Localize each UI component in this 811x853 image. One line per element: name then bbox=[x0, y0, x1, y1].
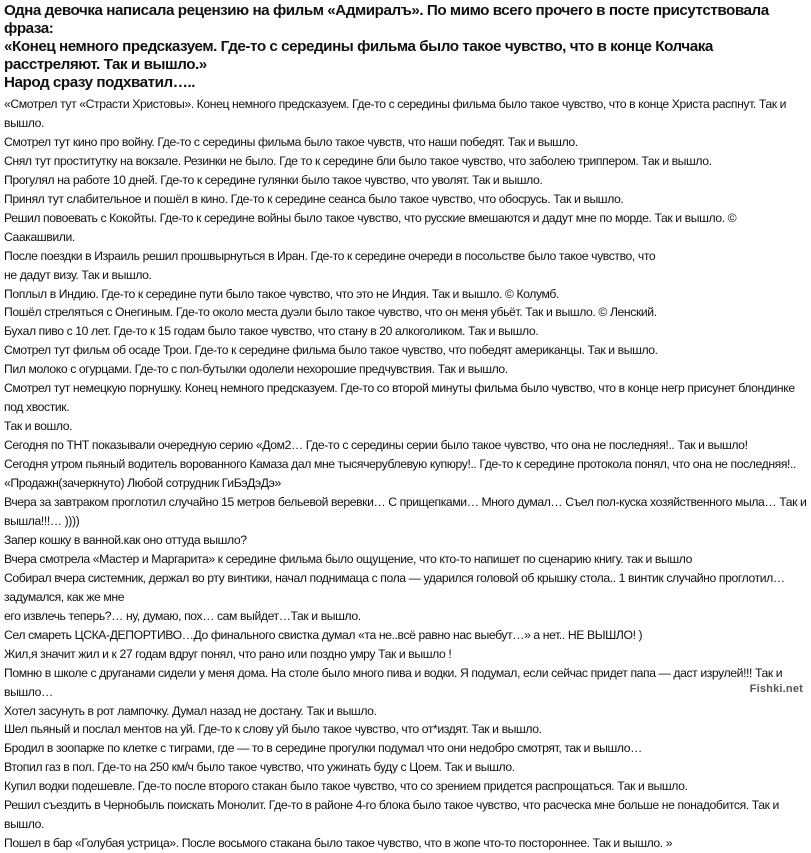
joke-line: его извлечь теперь?… ну, думаю, пох… сам выйдет…Так и вышло. bbox=[4, 608, 361, 623]
joke-line: Прогулял на работе 10 дней. Где-то к середине гулянки было такое чувство, что уволят. Так и вышло. bbox=[4, 172, 543, 187]
joke-line: Собирал вчера системник, держал во рту винтики, начал поднимаца с пола — ударился головой об крышку стола.. 1 винтик случайно проглотил… задумался, как же мне bbox=[4, 570, 785, 604]
intro-heading bbox=[4, 2, 807, 92]
joke-line: После поездки в Израиль решил прошвырнуться в Иран. Где-то к середине очереди в посольстве было такое чувство, что bbox=[4, 248, 656, 263]
joke-line: Так и вошло. bbox=[4, 419, 73, 434]
joke-line: Вчера за завтраком проглотил случайно 15 метров бельевой веревки… С прищепками… Много думал… Съел пол-куска хозяйственного мыла… Так и вышла!!!… )))) bbox=[4, 495, 807, 528]
joke-line: Пил молоко с огурцами. Где-то с пол-бутылки одолели нехорошие предчувствия. Так и вышло. bbox=[4, 362, 508, 377]
joke-line: Решил съездить в Чернобыль поискать Монолит. Где-то в районе 4-го блока было такое чувство, что расческа мне больше не понадобится. Так и вышло. bbox=[4, 798, 779, 832]
joke-line: Смотрел тут фильм об осаде Трои. Где-то к середине фильма было такое чувство, что победят американцы. Так и вышло. bbox=[4, 343, 658, 358]
joke-line: Поплыл в Индию. Где-то к середине пути было такое чувство, что это не Индия. Так и вышло. © Колумб. bbox=[4, 286, 559, 301]
joke-line: Снял тут проститутку на вокзале. Резинки не было. Где то к середине бли было такое чувство, что заболею триппером. Так и вышло. bbox=[4, 153, 712, 168]
joke-line: Бухал пиво с 10 лет. Где-то к 15 годам было такое чувство, что стану в 20 алкоголиком. Так и вышло. bbox=[4, 324, 539, 339]
joke-list bbox=[4, 95, 807, 853]
joke-line: Запер кошку в ванной.как оно оттуда вышло? bbox=[4, 532, 247, 547]
joke-line: Смотрел тут кино про войну. Где-то с середины фильма было такое чувств, что наши победят. Так и вышло. bbox=[4, 134, 578, 149]
joke-line: Сегодня по ТНТ показывали очередную серию «Дом2… Где-то с середины серии было такое чувство, что она не последняя!.. Так и вышло! bbox=[4, 438, 748, 453]
joke-line: Принял тут слабительное и пошёл в кино. Где-то к середине сеанса было такое чувство, что обосрусь. Так и вышло. bbox=[4, 191, 624, 206]
joke-line: Вчера смотрела «Мастер и Маргарита» к середине фильма было ощущение, что кто-то напишет по сценарию книгу. так и вышло bbox=[4, 551, 692, 566]
joke-line: «Продажн(зачеркнуто) Любой сотрудник ГиБэДэДэ» bbox=[4, 476, 281, 491]
joke-line: Шел пьяный и послал ментов на уй. Где-то к слову уй было такое чувство, что от*издят. Так и вышло. bbox=[4, 722, 542, 737]
joke-line: Пошёл стреляться с Онегиным. Где-то около места дуэли было такое чувство, что он меня убьёт. Так и вышло. © Ленский. bbox=[4, 305, 657, 320]
joke-line: Пошел в бар «Голубая устрица». После восьмого стакана было такое чувство, что в жопе что-то постороннее. Так и вышло. » bbox=[4, 836, 673, 851]
joke-line: Сегодня утром пьяный водитель ворованного Камаза дал мне тысячерублевую купюру!.. Где-то к середине протокола понял, что она не последняя!.. bbox=[4, 457, 797, 472]
joke-line: Сел смареть ЦСКА-ДЕПОРТИВО…До финального свистка думал «та не..всё равно нас выебут…» а нет.. НЕ ВЫШЛО! ) bbox=[4, 627, 643, 642]
joke-line: Хотел засунуть в рот лампочку. Думал назад не достану. Так и вышло. bbox=[4, 703, 377, 718]
joke-line: «Смотрел тут «Страсти Христовы». Конец немного предсказуем. Где-то с середины фильма было такое чувство, что в конце Христа распнут. Так и вышло. bbox=[4, 97, 787, 130]
document-page bbox=[4, 2, 807, 853]
joke-line: Жил,я значит жил и к 27 годам вдруг понял, что рано или поздно умру Так и вышло ! bbox=[4, 646, 452, 661]
intro-line-2: «Конец немного предсказуем. Где-то с середины фильма было такое чувство, что в конце Колчака расстреляют. Так и вышло.» bbox=[4, 38, 713, 73]
watermark-logo: Fishki.net bbox=[749, 683, 803, 695]
joke-line: Решил повоевать с Кокойты. Где-то к середине войны было такое чувство, что русские вмешаются и дадут мне по морде. Так и вышло. © Саакашвили. bbox=[4, 210, 737, 244]
joke-line: Смотрел тут немецкую порнушку. Конец немного предсказуем. Где-то со второй минуты фильма было чувство, что в конце негр присунет блондинке под хвостик. bbox=[4, 381, 795, 415]
joke-line: Помню в школе с друганами сидели у меня дома. На столе было много пива и водки. Я подумал, если сейчас придет папа — даст изрулей!!! Так и вышло… bbox=[4, 665, 783, 699]
intro-line-3: Народ сразу подхватил….. bbox=[4, 74, 195, 91]
joke-line: Купил водки подешевле. Где-то после второго стакан было такое чувство, что со зрением придется распрощаться. Так и вышло. bbox=[4, 779, 688, 794]
joke-line: Втопил газ в пол. Где-то на 250 км/ч было такое чувство, что ужинать буду с Цоем. Так и вышло. bbox=[4, 760, 515, 775]
joke-line: Бродил в зоопарке по клетке с тиграми, где — то в середине прогулки подумал что они недобро смотрят, так и вышло… bbox=[4, 741, 642, 756]
intro-line-1: Одна девочка написала рецензию на фильм «Адмиралъ». По мимо всего прочего в посте присутствовала фраза: bbox=[4, 2, 769, 37]
joke-line: не дадут визу. Так и вышло. bbox=[4, 267, 152, 282]
